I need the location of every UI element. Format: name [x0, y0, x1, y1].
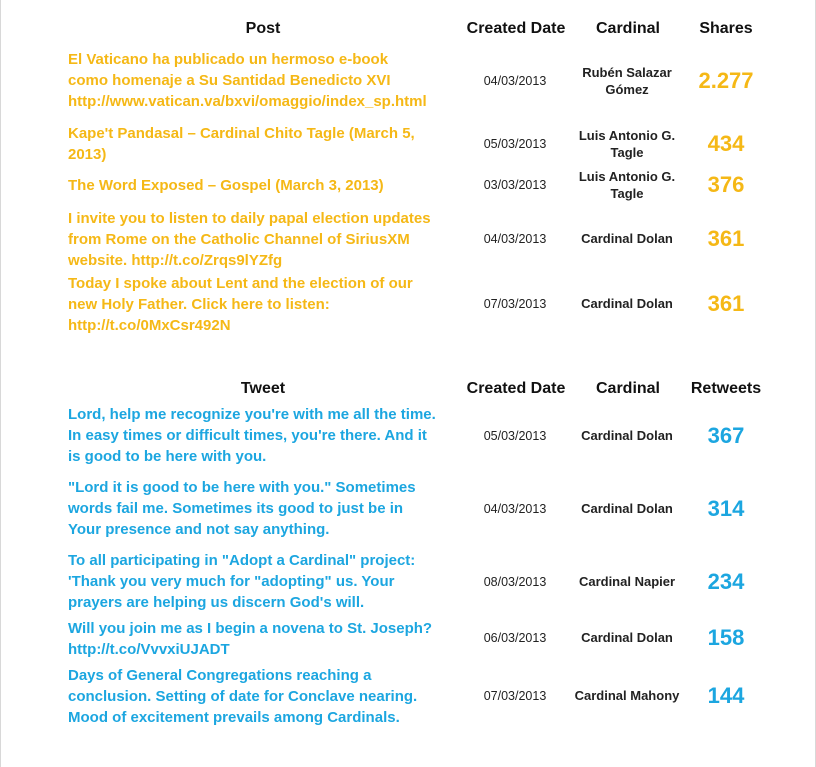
- created-date-column-header: Created Date: [466, 380, 566, 397]
- created-date: 04/03/2013: [483, 74, 547, 88]
- retweets-column-header: Retweets: [690, 380, 762, 397]
- cardinal-name: Cardinal Napier: [578, 574, 676, 589]
- retweets-count: 234: [707, 569, 745, 594]
- shares-count: 434: [707, 131, 745, 156]
- cardinal-name: Cardinal Dolan: [581, 296, 673, 311]
- tweet-text[interactable]: Will you join me as I begin a novena to St. Joseph? http://t.co/VvvxiUJADT: [68, 620, 433, 658]
- retweets-count: 144: [707, 683, 745, 708]
- shares-count: 2.277: [698, 68, 754, 93]
- created-date-column-header: Created Date: [466, 20, 566, 37]
- retweets-count: 367: [707, 423, 745, 448]
- created-date: 05/03/2013: [483, 429, 547, 443]
- post-text[interactable]: Kape't Pandasal – Cardinal Chito Tagle (March 5, 2013): [68, 125, 415, 163]
- shares-column-header: Shares: [699, 20, 753, 37]
- cardinal-name: Cardinal Dolan: [581, 501, 673, 516]
- cardinal-name: Luis Antonio G. Tagle: [578, 128, 676, 160]
- shares-count: 361: [707, 291, 745, 316]
- tweet-text[interactable]: "Lord it is good to be here with you." Sometimes words fail me. Sometimes its good to just be in Your presence and not say anything.: [68, 479, 416, 538]
- tweet-column-header: Tweet: [240, 380, 286, 397]
- cardinal-name: Rubén Salazar Gómez: [582, 65, 672, 97]
- cardinal-column-header: Cardinal: [595, 380, 660, 397]
- post-text[interactable]: Today I spoke about Lent and the election of our new Holy Father. Click here to listen: http://t.co/0MxCsr492N: [68, 275, 413, 334]
- created-date: 03/03/2013: [483, 178, 547, 192]
- cardinal-name: Cardinal Dolan: [581, 630, 673, 645]
- created-date: 04/03/2013: [483, 502, 547, 516]
- created-date: 08/03/2013: [483, 575, 547, 589]
- cardinal-column-header: Cardinal: [595, 20, 660, 37]
- cardinal-name: Cardinal Dolan: [581, 231, 673, 246]
- tweet-text[interactable]: To all participating in "Adopt a Cardinal" project: 'Thank you very much for "adopting" us. Your prayers are helping us discern God's will.: [68, 552, 416, 611]
- created-date: 06/03/2013: [483, 631, 547, 645]
- created-date: 05/03/2013: [483, 137, 547, 151]
- created-date: 04/03/2013: [483, 232, 547, 246]
- post-text[interactable]: The Word Exposed – Gospel (March 3, 2013): [68, 177, 384, 194]
- retweets-count: 158: [707, 625, 745, 650]
- post-text[interactable]: I invite you to listen to daily papal election updates from Rome on the Catholic Channel of SiriusXM website. http://t.co/Zrqs9lYZfg: [68, 210, 431, 269]
- created-date: 07/03/2013: [483, 297, 547, 311]
- post-text[interactable]: El Vaticano ha publicado un hermoso e-book como homenaje a Su Santidad Benedicto XVI http://www.vatican.va/bxvi/omaggio/index_sp.html: [68, 51, 427, 110]
- shares-count: 376: [707, 172, 745, 197]
- cardinal-name: Cardinal Mahony: [574, 688, 680, 703]
- left-border: [0, 0, 1, 767]
- shares-count: 361: [707, 226, 745, 251]
- cardinal-name: Cardinal Dolan: [581, 428, 673, 443]
- tweet-text[interactable]: Days of General Congregations reaching a conclusion. Setting of date for Conclave nearing. Mood of excitement prevails among Cardinals.: [68, 667, 418, 726]
- post-column-header: Post: [245, 20, 281, 37]
- retweets-count: 314: [707, 496, 745, 521]
- created-date: 07/03/2013: [483, 689, 547, 703]
- tweet-text[interactable]: Lord, help me recognize you're with me all the time. In easy times or difficult times, you're there. And it is good to be here with you.: [68, 406, 436, 465]
- cardinal-name: Luis Antonio G. Tagle: [578, 169, 676, 201]
